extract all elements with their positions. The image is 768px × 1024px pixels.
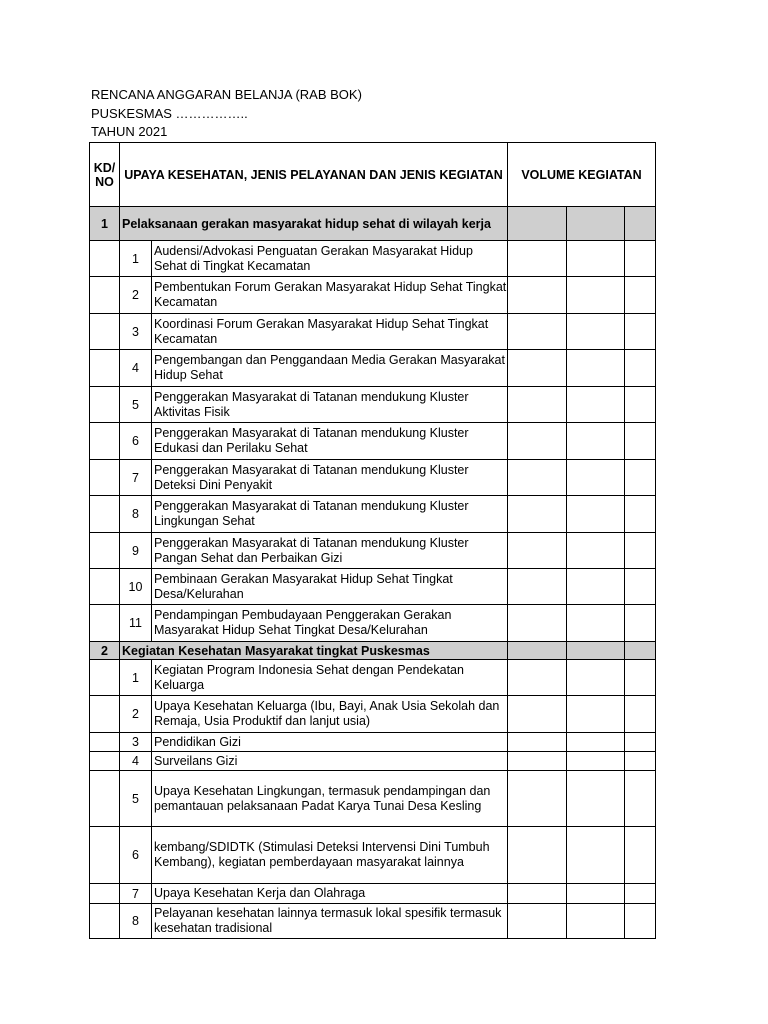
item-description: Pembinaan Gerakan Masyarakat Hidup Sehat Tingkat Desa/Kelurahan [152, 569, 508, 605]
volume-cell [567, 277, 625, 314]
item-description: Surveilans Gizi [152, 752, 508, 771]
volume-cell [508, 569, 567, 605]
volume-cell [567, 496, 625, 533]
empty-cell [90, 533, 120, 569]
volume-cell [508, 660, 567, 696]
volume-cell [625, 605, 656, 642]
item-description: Pengembangan dan Penggandaan Media Gerakan Masyarakat Hidup Sehat [152, 350, 508, 387]
volume-cell [625, 460, 656, 496]
volume-cell [625, 752, 656, 771]
item-number: 1 [120, 241, 152, 277]
item-number: 2 [120, 277, 152, 314]
empty-cell [90, 423, 120, 460]
year-line: TAHUN 2021 [91, 124, 168, 139]
volume-cell [567, 241, 625, 277]
volume-cell [508, 884, 567, 904]
volume-cell [567, 642, 625, 660]
table-row [90, 884, 656, 904]
volume-cell [508, 350, 567, 387]
volume-cell [625, 496, 656, 533]
volume-cell [567, 605, 625, 642]
volume-cell [567, 350, 625, 387]
table-row [90, 696, 656, 733]
section-row [90, 642, 656, 660]
document-title: RENCANA ANGGARAN BELANJA (RAB BOK) [91, 87, 362, 102]
empty-cell [90, 771, 120, 827]
table-row [90, 533, 656, 569]
item-description: Penggerakan Masyarakat di Tatanan mendukung Kluster Pangan Sehat dan Perbaikan Gizi [152, 533, 508, 569]
volume-cell [625, 423, 656, 460]
empty-cell [90, 496, 120, 533]
header-volume: VOLUME KEGIATAN [508, 143, 656, 207]
puskesmas-line: PUSKESMAS …………….. [91, 105, 248, 121]
empty-cell [90, 827, 120, 884]
item-number: 8 [120, 904, 152, 939]
empty-cell [90, 904, 120, 939]
empty-cell [90, 752, 120, 771]
volume-cell [508, 207, 567, 241]
volume-cell [567, 460, 625, 496]
item-number: 9 [120, 533, 152, 569]
table-row [90, 771, 656, 827]
header-upaya: UPAYA KESEHATAN, JENIS PELAYANAN DAN JENIS KEGIATAN [120, 143, 508, 207]
volume-cell [625, 533, 656, 569]
item-description: Penggerakan Masyarakat di Tatanan mendukung Kluster Deteksi Dini Penyakit [152, 460, 508, 496]
item-description: Penggerakan Masyarakat di Tatanan mendukung Kluster Edukasi dan Perilaku Sehat [152, 423, 508, 460]
empty-cell [90, 350, 120, 387]
volume-cell [567, 314, 625, 350]
volume-cell [508, 605, 567, 642]
item-number: 10 [120, 569, 152, 605]
empty-cell [90, 696, 120, 733]
volume-cell [567, 533, 625, 569]
volume-cell [625, 904, 656, 939]
section-number: 2 [90, 642, 120, 660]
volume-cell [625, 660, 656, 696]
table-row [90, 241, 656, 277]
volume-cell [567, 904, 625, 939]
header-kd-no: KD/ NO [90, 143, 120, 207]
item-number: 11 [120, 605, 152, 642]
table-row [90, 605, 656, 642]
volume-cell [508, 904, 567, 939]
volume-cell [508, 533, 567, 569]
section-title: Kegiatan Kesehatan Masyarakat tingkat Puskesmas [120, 642, 508, 660]
item-number: 6 [120, 827, 152, 884]
section-row [90, 207, 656, 241]
table-header-row [90, 143, 656, 207]
empty-cell [90, 241, 120, 277]
volume-cell [508, 496, 567, 533]
table-row [90, 387, 656, 423]
volume-cell [625, 314, 656, 350]
volume-cell [508, 771, 567, 827]
item-number: 7 [120, 884, 152, 904]
volume-cell [625, 569, 656, 605]
volume-cell [567, 569, 625, 605]
item-description: kembang/SDIDTK (Stimulasi Deteksi Intervensi Dini Tumbuh Kembang), kegiatan pemberdayaan masyarakat lainnya [152, 827, 508, 884]
volume-cell [567, 207, 625, 241]
volume-cell [625, 696, 656, 733]
volume-cell [567, 660, 625, 696]
volume-cell [508, 752, 567, 771]
item-number: 5 [120, 387, 152, 423]
empty-cell [90, 569, 120, 605]
table-row [90, 314, 656, 350]
volume-cell [567, 733, 625, 752]
item-description: Upaya Kesehatan Lingkungan, termasuk pendampingan dan pemantauan pelaksanaan Padat Karya Tunai Desa Kesling [152, 771, 508, 827]
volume-cell [625, 733, 656, 752]
item-description: Upaya Kesehatan Kerja dan Olahraga [152, 884, 508, 904]
item-description: Pelayanan kesehatan lainnya termasuk lokal spesifik termasuk kesehatan tradisional [152, 904, 508, 939]
document-header [91, 86, 362, 142]
volume-cell [567, 696, 625, 733]
item-description: Pendampingan Pembudayaan Penggerakan Gerakan Masyarakat Hidup Sehat Tingkat Desa/Kelurahan [152, 605, 508, 642]
item-description: Penggerakan Masyarakat di Tatanan mendukung Kluster Lingkungan Sehat [152, 496, 508, 533]
volume-cell [625, 350, 656, 387]
volume-cell [508, 696, 567, 733]
item-description: Pembentukan Forum Gerakan Masyarakat Hidup Sehat Tingkat Kecamatan [152, 277, 508, 314]
item-number: 6 [120, 423, 152, 460]
volume-cell [567, 827, 625, 884]
volume-cell [508, 314, 567, 350]
item-number: 1 [120, 660, 152, 696]
item-description: Pendidikan Gizi [152, 733, 508, 752]
section-title: Pelaksanaan gerakan masyarakat hidup sehat di wilayah kerja [120, 207, 508, 241]
table-row [90, 496, 656, 533]
volume-cell [625, 207, 656, 241]
volume-cell [508, 460, 567, 496]
volume-cell [567, 771, 625, 827]
item-number: 3 [120, 314, 152, 350]
volume-cell [625, 642, 656, 660]
item-number: 2 [120, 696, 152, 733]
section-number: 1 [90, 207, 120, 241]
volume-cell [625, 827, 656, 884]
volume-cell [508, 642, 567, 660]
table-row [90, 733, 656, 752]
volume-cell [625, 241, 656, 277]
volume-cell [567, 387, 625, 423]
empty-cell [90, 660, 120, 696]
empty-cell [90, 314, 120, 350]
item-description: Upaya Kesehatan Keluarga (Ibu, Bayi, Anak Usia Sekolah dan Remaja, Usia Produktif dan lanjut usia) [152, 696, 508, 733]
table-row [90, 569, 656, 605]
table-row [90, 277, 656, 314]
item-number: 4 [120, 752, 152, 771]
item-description: Kegiatan Program Indonesia Sehat dengan Pendekatan Keluarga [152, 660, 508, 696]
table-row [90, 350, 656, 387]
rab-table [89, 142, 656, 939]
table-row [90, 752, 656, 771]
item-description: Penggerakan Masyarakat di Tatanan mendukung Kluster Aktivitas Fisik [152, 387, 508, 423]
volume-cell [508, 423, 567, 460]
table-row [90, 904, 656, 939]
table-row [90, 460, 656, 496]
empty-cell [90, 605, 120, 642]
volume-cell [508, 733, 567, 752]
volume-cell [625, 771, 656, 827]
table-row [90, 660, 656, 696]
empty-cell [90, 387, 120, 423]
volume-cell [567, 752, 625, 771]
item-number: 7 [120, 460, 152, 496]
volume-cell [508, 277, 567, 314]
volume-cell [567, 884, 625, 904]
volume-cell [567, 423, 625, 460]
volume-cell [508, 827, 567, 884]
empty-cell [90, 884, 120, 904]
item-number: 8 [120, 496, 152, 533]
volume-cell [625, 387, 656, 423]
volume-cell [625, 884, 656, 904]
volume-cell [508, 241, 567, 277]
item-number: 4 [120, 350, 152, 387]
empty-cell [90, 277, 120, 314]
item-number: 3 [120, 733, 152, 752]
table-row [90, 423, 656, 460]
item-description: Audensi/Advokasi Penguatan Gerakan Masyarakat Hidup Sehat di Tingkat Kecamatan [152, 241, 508, 277]
table-row [90, 827, 656, 884]
empty-cell [90, 733, 120, 752]
item-number: 5 [120, 771, 152, 827]
volume-cell [508, 387, 567, 423]
volume-cell [625, 277, 656, 314]
item-description: Koordinasi Forum Gerakan Masyarakat Hidup Sehat Tingkat Kecamatan [152, 314, 508, 350]
empty-cell [90, 460, 120, 496]
